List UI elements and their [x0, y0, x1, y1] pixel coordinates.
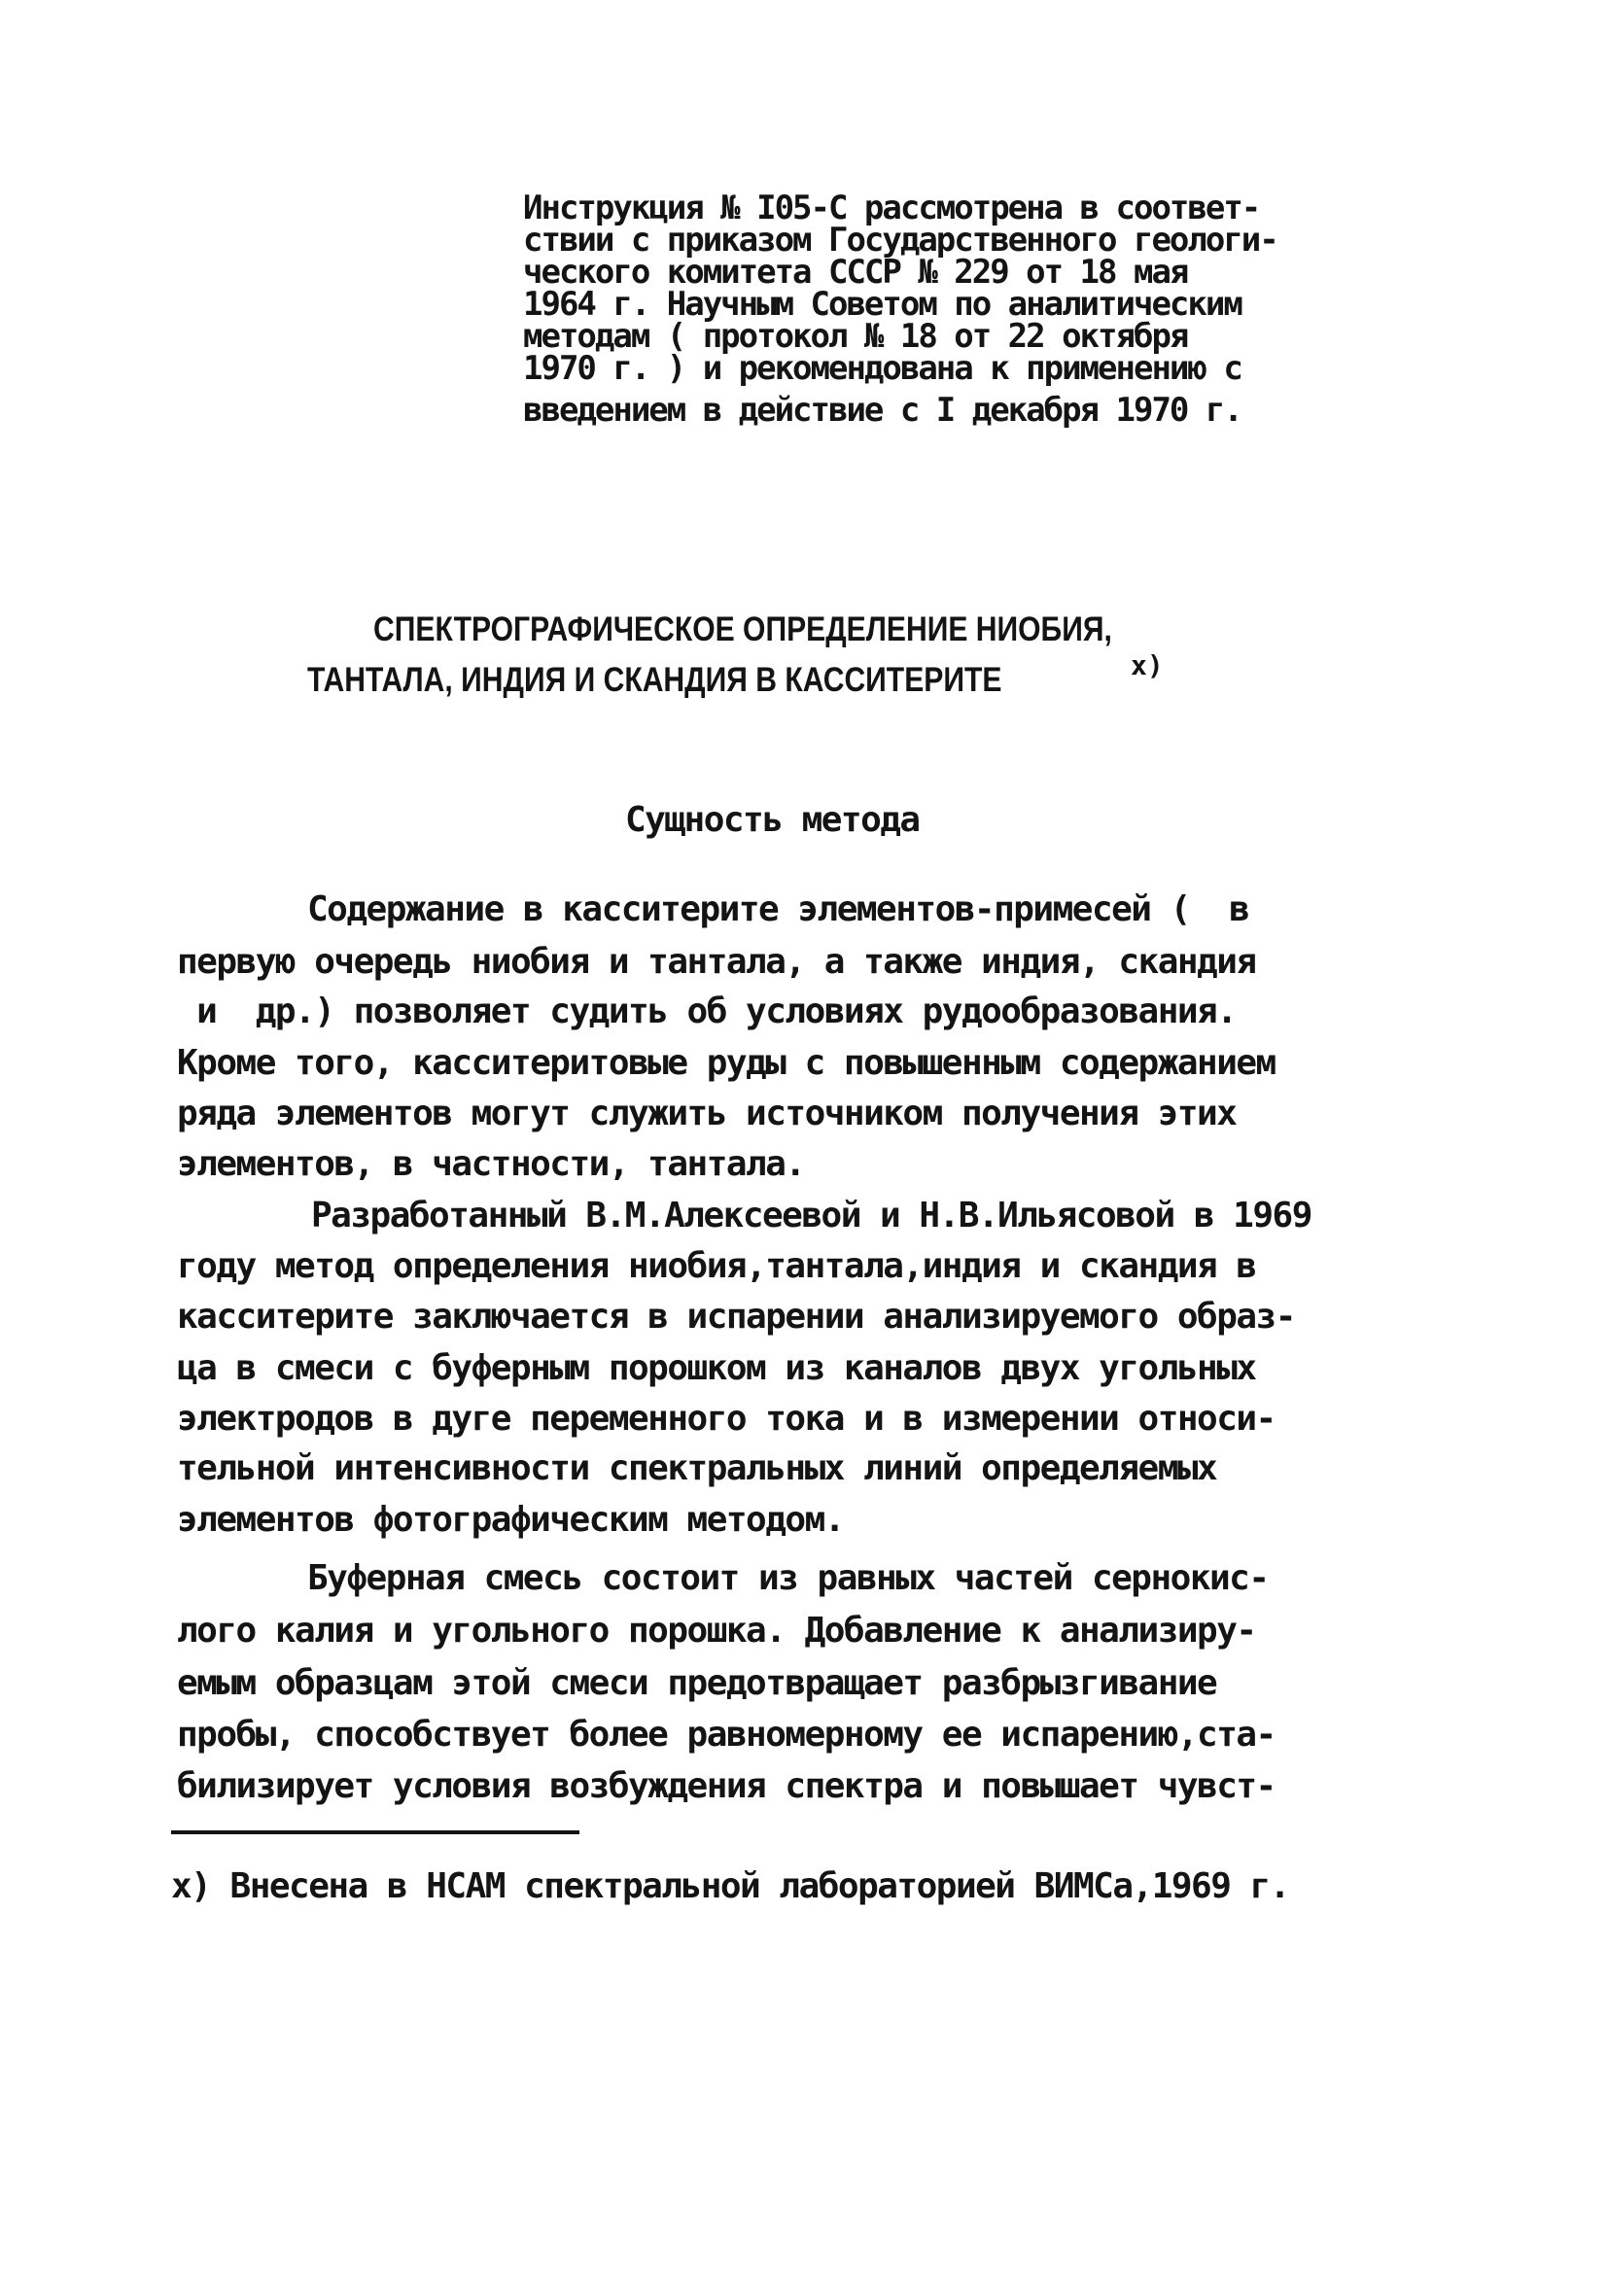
title-line: СПЕКТРОГРАФИЧЕСКОЕ ОПРЕДЕЛЕНИЕ НИОБИЯ,	[373, 610, 1112, 648]
footnote-divider	[171, 1830, 579, 1834]
approval-line: Инструкция № I05-С рассмотрена в соответ-	[523, 189, 1260, 227]
footnote: х) Внесена в НСАМ спектральной лабораторией ВИМСа,1969 г.	[171, 1866, 1289, 1906]
section-heading: Сущность метода	[625, 800, 920, 840]
approval-line: 1970 г. ) и рекомендована к применению с	[523, 349, 1241, 388]
body-line: элементов, в частности, тантала.	[177, 1144, 805, 1184]
body-line: элементов фотографическим методом.	[177, 1500, 844, 1540]
body-line: Буферная смесь состоит из равных частей сернокис-	[307, 1558, 1269, 1598]
title-footnote-mark: х)	[1131, 649, 1164, 681]
body-line: Кроме того, касситеритовые руды с повышенным содержанием	[177, 1043, 1276, 1083]
body-line: емым образцам этой смеси предотвращает разбрызгивание	[177, 1663, 1217, 1703]
approval-line: ствии с приказом Государственного геологи-	[523, 221, 1277, 260]
approval-line: методам ( протокол № 18 от 22 октября	[523, 317, 1188, 356]
body-line: билизирует условия возбуждения спектра и повышает чувст-	[177, 1766, 1276, 1806]
body-line: ца в смеси с буферным порошком из каналов двух угольных	[177, 1348, 1256, 1388]
body-line: году метод определения ниобия,тантала,индия и скандия в	[177, 1246, 1256, 1286]
approval-line: введением в действие с I декабря 1970 г.	[523, 391, 1241, 430]
body-line: лого калия и угольного порошка. Добавление к анализиру-	[177, 1611, 1256, 1651]
body-line: и др.) позволяет судить об условиях рудообразования.	[177, 991, 1237, 1031]
body-line: тельной интенсивности спектральных линий определяемых	[177, 1448, 1217, 1488]
body-line: первую очередь ниобия и тантала, а также индия, скандия	[177, 942, 1256, 982]
approval-line: 1964 г. Научным Советом по аналитическим	[523, 285, 1241, 324]
body-line: касситерите заключается в испарении анализируемого образ-	[177, 1297, 1295, 1337]
body-line: пробы, способствует более равномерному ее испарению,ста-	[177, 1715, 1276, 1755]
approval-line: ческого комитета СССР № 229 от 18 мая	[523, 253, 1188, 292]
body-line: электродов в дуге переменного тока и в измерении относи-	[177, 1399, 1276, 1439]
title-line: ТАНТАЛА, ИНДИЯ И СКАНДИЯ В КАССИТЕРИТЕ	[307, 661, 1002, 699]
body-line: Содержание в касситерите элементов-примесей ( в	[307, 889, 1249, 929]
body-line: ряда элементов могут служить источником получения этих	[177, 1094, 1237, 1133]
body-line: Разработанный В.М.Алексеевой и Н.В.Ильясовой в 1969	[311, 1196, 1311, 1235]
